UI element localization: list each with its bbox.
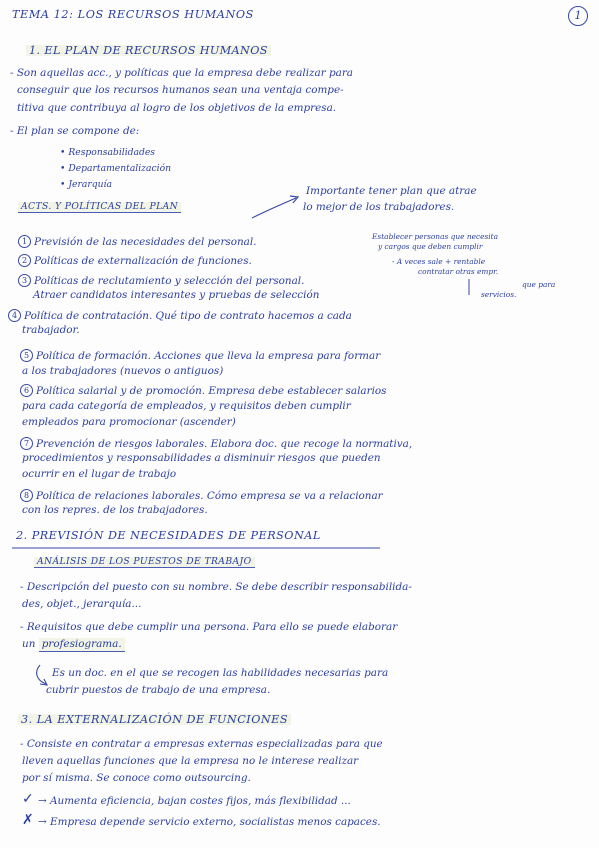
policy-2-side: - A veces sale + rentable [392, 257, 486, 266]
policy-8-number: 8 [20, 489, 33, 502]
page-number: 1 [568, 6, 588, 26]
s2-bullet-2-un: un [22, 638, 36, 650]
section-1-title: 1. EL PLAN DE RECURSOS HUMANOS [26, 45, 271, 56]
analisis-subtitle: ANÁLISIS DE LOS PUESTOS DE TRABAJO [34, 557, 255, 568]
pro-check-mark: ✓ [22, 791, 34, 807]
s2-bullet-2-line-1: - Requisitos que debe cumplir una persona. Para ello se puede elaborar [20, 621, 398, 633]
section-3-title: 3. LA EXTERNALIZACIÓN DE FUNCIONES [18, 714, 291, 725]
s1-item-jerarquia: • Jerarquía [60, 179, 112, 190]
policy-6-number: 6 [20, 384, 33, 397]
policy-5-number: 5 [20, 349, 33, 362]
policy-7-line-2: procedimientos y responsabilidades a disminuir riesgos que pueden [22, 452, 381, 464]
acts-politicas-title: ACTS. Y POLÍTICAS DEL PLAN [18, 202, 181, 213]
con-cross-mark: ✗ [22, 812, 34, 828]
note-line-1: Importante tener plan que atrae [306, 185, 477, 197]
s2-es-line-2: cubrir puestos de trabajo de una empresa. [46, 684, 271, 696]
policy-1-number: 1 [18, 235, 31, 248]
policy-7-text: Prevención de riesgos laborales. Elabora doc. que recoge la normativa, [36, 438, 413, 450]
s3-line-2: lleven aquellas funciones que la empresa no le interese realizar [22, 755, 359, 767]
policy-2-text: Políticas de externalización de funciones. [34, 255, 252, 267]
s1-intro-line-2: conseguir que los recursos humanos sean una ventaja compe- [17, 84, 344, 96]
page-title: TEMA 12: LOS RECURSOS HUMANOS [12, 8, 254, 21]
policy-7-line-3: ocurrir en el lugar de trabajo [22, 468, 177, 480]
policy-3-number: 3 [18, 274, 31, 287]
policy-3-text: Políticas de reclutamiento y selección del personal. [34, 275, 305, 287]
policy-4-text: Política de contratación. Qué tipo de contrato hacemos a cada [24, 310, 352, 322]
policy-1-text: Previsión de las necesidades del personal. [34, 236, 257, 248]
s3-con-line: → Empresa depende servicio externo, socialistas menos capaces. [38, 816, 381, 828]
s3-line-1: - Consiste en contratar a empresas externas especializadas para que [20, 738, 383, 750]
policy-5-text: Política de formación. Acciones que lleva la empresa para formar [36, 350, 381, 362]
policy-6-line-3: empleados para promocionar (ascender) [22, 416, 236, 428]
policy-7-number: 7 [20, 437, 33, 450]
s1-intro-line-3: titiva que contribuya al logro de los objetivos de la empresa. [17, 102, 337, 114]
policy-8-text: Política de relaciones laborales. Cómo empresa se va a relacionar [36, 490, 383, 502]
s3-pro-line: → Aumenta eficiencia, bajan costes fijos, más flexibilidad ... [38, 795, 351, 807]
policy-1-side-2: y cargos que deben cumplir [378, 242, 483, 251]
note-line-2: lo mejor de los trabajadores. [303, 201, 455, 213]
policy-1-side-1: Establecer personas que necesita [372, 232, 499, 241]
policy-2-number: 2 [18, 254, 31, 267]
s3-line-3: por sí misma. Se conoce como outsourcing. [22, 772, 251, 784]
policy-6-line-2: para cada categoría de empleados, y requisitos deben cumplir [22, 400, 351, 412]
s1-item-responsabilidades: • Responsabilidades [60, 147, 156, 158]
policy-3-side-2: que para [522, 280, 556, 289]
s1-item-departamentalizacion: • Departamentalización [60, 163, 172, 174]
section-2-title: 2. PREVISIÓN DE NECESIDADES DE PERSONAL [16, 529, 321, 542]
s2-bullet-1-line-2: des, objet., jerarquía... [22, 598, 142, 610]
note-arrow [252, 198, 296, 218]
s1-intro-line-1: - Son aquellas acc., y políticas que la empresa debe realizar para [10, 67, 353, 79]
policy-4-number: 4 [8, 309, 21, 322]
policy-3-side-1: contratar otras empr. [418, 267, 499, 276]
policy-4-line-2: trabajador. [22, 324, 80, 336]
s2-bullet-1-line-1: - Descripción del puesto con su nombre. Se debe describir responsabilida- [20, 581, 412, 593]
s1-compone: - El plan se compone de: [10, 125, 140, 137]
profesiograma-term: profesiograma. [39, 638, 125, 652]
policy-3-line-2: Atraer candidatos interesantes y pruebas de selección [33, 289, 320, 301]
s2-es-line-1: Es un doc. en el que se recogen las habilidades necesarias para [52, 667, 389, 679]
policy-3-side-3: servicios. [481, 290, 517, 299]
policy-8-line-2: con los repres. de los trabajadores. [22, 504, 208, 516]
profesiograma-arrow-head [40, 679, 47, 685]
policy-6-text: Política salarial y de promoción. Empresa debe establecer salarios [36, 385, 387, 397]
policy-5-line-2: a los trabajadores (nuevos o antiguos) [22, 365, 224, 377]
